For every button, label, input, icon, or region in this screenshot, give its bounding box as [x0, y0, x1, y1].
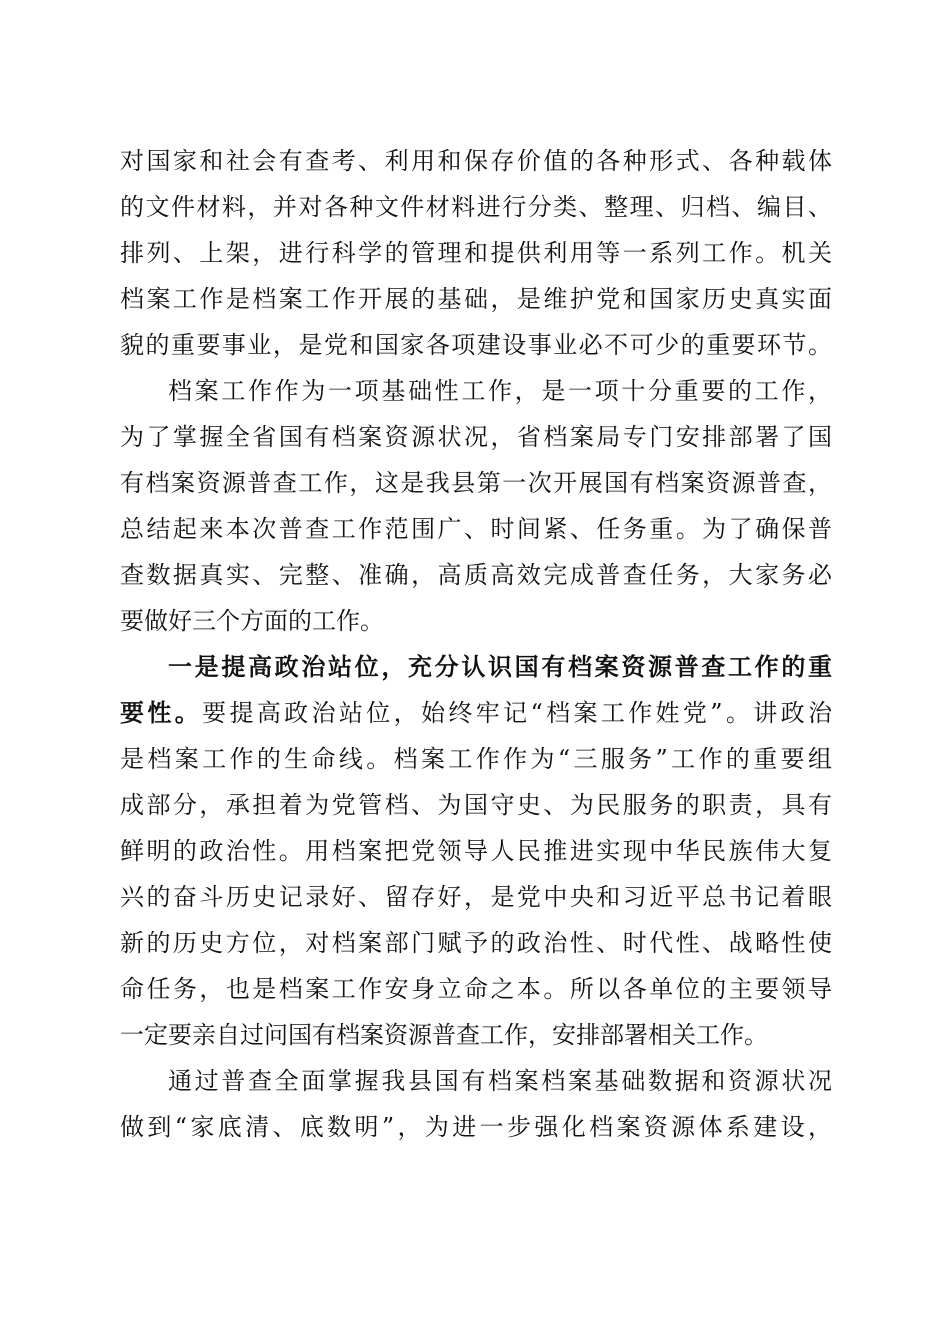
text-line: 鲜明的政治性。用档案把党领导人民推进实现中华民族伟大复 — [120, 837, 832, 865]
text-line: 排列、上架，进行科学的管理和提供利用等一系列工作。机关 — [120, 239, 832, 267]
text-line: 命任务，也是档案工作安身立命之本。所以各单位的主要领导 — [120, 975, 832, 1003]
text-line: 通过普查全面掌握我县国有档案档案基础数据和资源状况 — [168, 1067, 832, 1095]
text-line: 新的历史方位，对档案部门赋予的政治性、时代性、战略性使 — [120, 929, 832, 957]
text-line: 对国家和社会有查考、利用和保存价值的各种形式、各种载体 — [120, 147, 832, 175]
text-line: 成部分，承担着为党管档、为国守史、为民服务的职责，具有 — [120, 791, 832, 819]
text-run: 要提高政治站位，始终牢记“档案工作姓党”。讲政治 — [202, 699, 832, 727]
text-line: 做到“家底清、底数明”，为进一步强化档案资源体系建设， — [120, 1113, 832, 1141]
bold-heading-end: 要性。 — [120, 698, 203, 727]
text-line: 貌的重要事业，是党和国家各项建设事业必不可少的重要环节。 — [120, 331, 832, 359]
text-line: 有档案资源普查工作，这是我县第一次开展国有档案资源普查， — [120, 469, 832, 497]
text-line: 的文件材料，并对各种文件材料进行分类、整理、归档、编目、 — [120, 193, 832, 221]
text-line: 要做好三个方面的工作。 — [120, 607, 384, 635]
paragraph-2 — [120, 368, 832, 644]
text-line: 查数据真实、完整、准确，高质高效完成普查任务，大家务必 — [120, 561, 832, 589]
text-line: 总结起来本次普查工作范围广、时间紧、任务重。为了确保普 — [120, 515, 832, 543]
text-line: 档案工作是档案工作开展的基础，是维护党和国家历史真实面 — [120, 285, 832, 313]
document-body — [120, 138, 832, 1150]
text-line — [120, 690, 832, 736]
text-line: 一定要亲自过问国有档案资源普查工作，安排部署相关工作。 — [120, 1021, 768, 1049]
paragraph-1 — [120, 138, 832, 368]
text-line: 兴的奋斗历史记录好、留存好，是党中央和习近平总书记着眼 — [120, 883, 832, 911]
paragraph-4 — [120, 1058, 832, 1150]
paragraph-3 — [120, 644, 832, 1058]
text-line: 档案工作作为一项基础性工作，是一项十分重要的工作， — [168, 377, 832, 405]
bold-heading-line: 一是提高政治站位，充分认识国有档案资源普查工作的重 — [168, 652, 832, 681]
text-line: 是档案工作的生命线。档案工作作为“三服务”工作的重要组 — [120, 745, 832, 773]
text-line: 为了掌握全省国有档案资源状况，省档案局专门安排部署了国 — [120, 423, 832, 451]
